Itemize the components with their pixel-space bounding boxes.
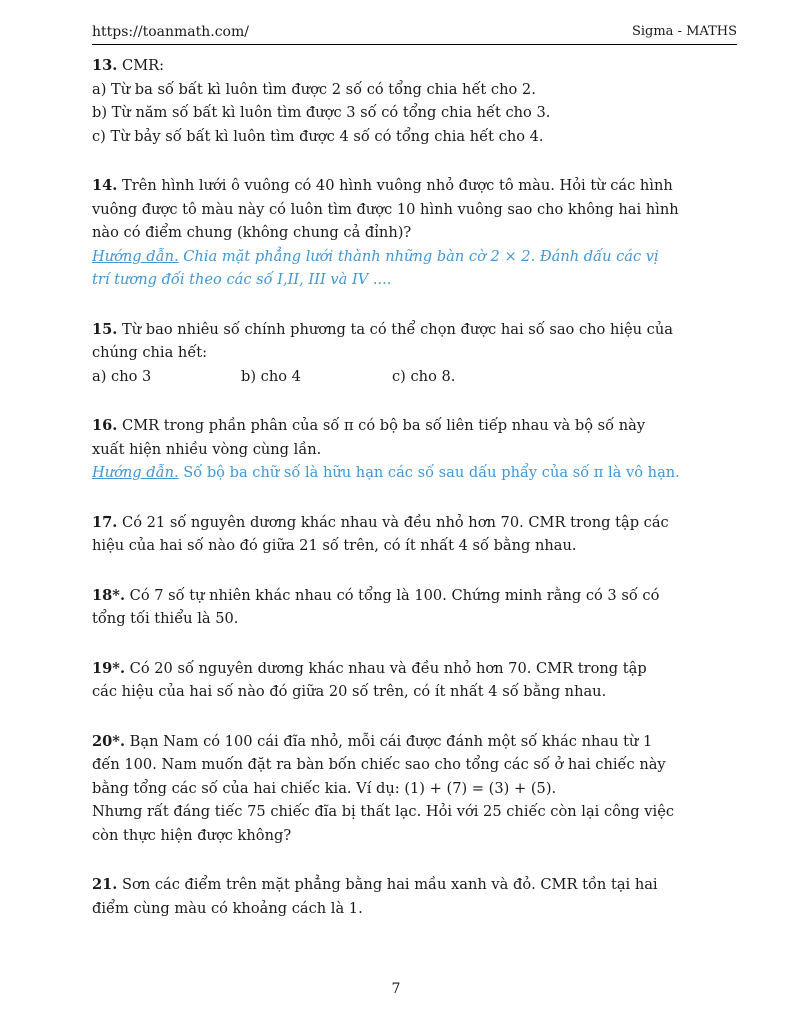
- problem-text: hiệu của hai số nào đó giữa 21 số trên, có ít nhất 4 số bằng nhau.: [92, 537, 577, 554]
- header-brand: Sigma - MATHS: [631, 24, 737, 39]
- problem-text: Nhưng rất đáng tiếc 75 chiếc đĩa bị thất lạc. Hỏi với 25 chiếc còn lại công việc: [92, 803, 675, 820]
- problem-15: [92, 318, 716, 389]
- problem-20: [92, 730, 716, 848]
- problem-number: 15.: [92, 320, 118, 338]
- hint: [92, 461, 716, 485]
- hint-label: Hướng dẫn.: [92, 464, 179, 481]
- problem-text: còn thực hiện được không?: [92, 826, 292, 844]
- problem-text: Trên hình lưới ô vuông có 40 hình vuông nhỏ được tô màu. Hỏi từ các hình: [122, 177, 673, 194]
- problem-text: vuông được tô màu này có luôn tìm được 10 hình vuông sao cho không hai hình: [92, 200, 679, 218]
- problem-text: c) Từ bảy số bất kì luôn tìm được 4 số có tổng chia hết cho 4.: [92, 127, 544, 145]
- problem-17: [92, 511, 716, 558]
- hint-text: Số bộ ba chữ số là hữu hạn các số sau dấu phẩy của số π là vô hạn.: [183, 464, 680, 481]
- hint: [92, 245, 716, 269]
- problem-text: Có 21 số nguyên dương khác nhau và đều nhỏ hơn 70. CMR trong tập các: [122, 513, 669, 531]
- problem-number: 19*.: [92, 659, 126, 677]
- page-header: [92, 20, 737, 45]
- problem-19: [92, 657, 716, 704]
- problem-text: tổng tối thiểu là 50.: [92, 610, 239, 627]
- problem-number: 17.: [92, 513, 118, 531]
- options-row: [92, 365, 716, 389]
- problem-text: đến 100. Nam muốn đặt ra bàn bốn chiếc sao cho tổng các số ở hai chiếc này: [92, 756, 666, 773]
- page-number: 7: [391, 981, 401, 997]
- problem-list: [92, 54, 716, 946]
- problem-text: chúng chia hết:: [92, 344, 208, 361]
- problem-18: [92, 584, 716, 631]
- problem-text: CMR:: [122, 57, 165, 74]
- problem-number: 18*.: [92, 586, 126, 604]
- problem-16: [92, 414, 716, 485]
- problem-text: bằng tổng các số của hai chiếc kia. Ví dụ: (1) + (7) = (3) + (5).: [92, 779, 557, 797]
- hint-text: Chia mặt phẳng lưới thành những bàn cờ 2 × 2. Đánh dấu các vị: [183, 247, 659, 265]
- problem-13: [92, 54, 716, 148]
- problem-number: 13.: [92, 57, 118, 74]
- problem-number: 14.: [92, 177, 118, 194]
- problem-number: 16.: [92, 417, 118, 434]
- problem-text: a) Từ ba số bất kì luôn tìm được 2 số có tổng chia hết cho 2.: [92, 80, 536, 98]
- option-b: b) cho 4: [241, 367, 301, 385]
- problem-text: xuất hiện nhiều vòng cùng lần.: [92, 440, 322, 458]
- problem-number: 20*.: [92, 732, 126, 750]
- site-url[interactable]: https://toanmath.com/: [92, 24, 249, 40]
- problem-text: Có 20 số nguyên dương khác nhau và đều nhỏ hơn 70. CMR trong tập: [129, 659, 647, 677]
- problem-14: [92, 174, 716, 292]
- problem-text: Bạn Nam có 100 cái đĩa nhỏ, mỗi cái được đánh một số khác nhau từ 1: [129, 732, 653, 750]
- problem-21: [92, 873, 716, 920]
- problem-text: Sơn các điểm trên mặt phẳng bằng hai mầu xanh và đỏ. CMR tồn tại hai: [122, 876, 658, 893]
- option-a: a) cho 3: [92, 367, 152, 385]
- problem-text: CMR trong phần phân của số π có bộ ba số liên tiếp nhau và bộ số này: [122, 417, 646, 434]
- problem-number: 21.: [92, 876, 118, 893]
- problem-text: b) Từ năm số bất kì luôn tìm được 3 số có tổng chia hết cho 3.: [92, 104, 551, 121]
- problem-text: các hiệu của hai số nào đó giữa 20 số trên, có ít nhất 4 số bằng nhau.: [92, 683, 607, 700]
- hint-label: Hướng dẫn.: [92, 247, 179, 265]
- problem-text: nào có điểm chung (không chung cả đỉnh)?: [92, 224, 412, 241]
- problem-text: điểm cùng màu có khoảng cách là 1.: [92, 899, 363, 917]
- hint-text: trí tương đối theo các số I,II, III và IV ....: [92, 271, 392, 288]
- problem-text: Từ bao nhiêu số chính phương ta có thể chọn được hai số sao cho hiệu của: [122, 320, 673, 338]
- problem-text: Có 7 số tự nhiên khác nhau có tổng là 100. Chứng minh rằng có 3 số có: [129, 586, 660, 604]
- option-c: c) cho 8.: [392, 367, 456, 385]
